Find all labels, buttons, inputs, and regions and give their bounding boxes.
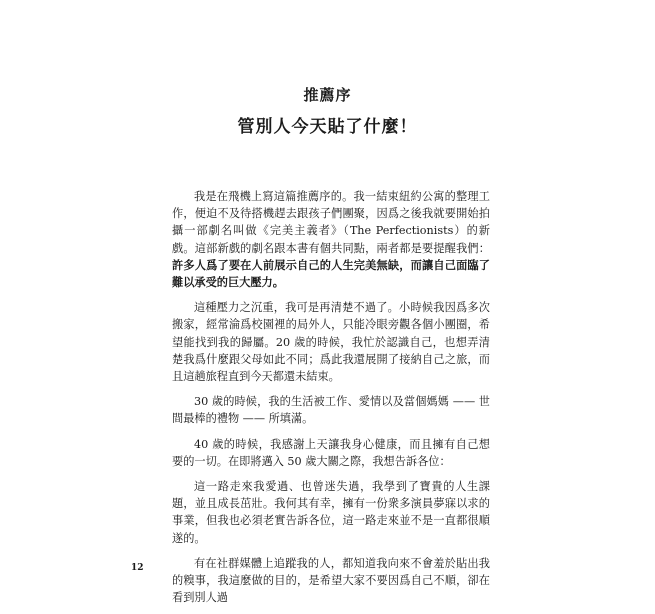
page-number: 12 [131,563,144,573]
paragraph-text: 這種壓力之沉重，我可是再清楚不過了。小時候我因爲多次搬家，經常淪爲校園裡的局外人，只能冷眼旁觀各個小團圈，希望能找到我的歸屬。20 歲的時候，我忙於認識自己，也想弄清楚我爲什麼跟父母如此不同；爲此我還展開了接納自己之旅，而且這趟旅程直到今天都還未結束。 [172,301,490,384]
paragraph-4 [172,436,490,470]
paragraph-text: 有在社群媒體上追蹤我的人，都知道我向來不會羞於貼出我的糗事，我這麼做的目的，是希望大家不要因爲自己不順，卻在看到別人過 [172,556,490,605]
paragraph-3 [172,393,490,427]
paragraph-1 [172,188,490,291]
paragraph-6 [172,555,490,607]
page-title: 管別人今天貼了什麼！ [237,117,418,137]
paragraph-text: 30 歲的時候，我的生活被工作、愛情以及當個媽媽 —— 世間最棒的禮物 —— 所填滿。 [172,395,490,426]
section-label: 推薦序 [303,86,352,104]
paragraph-2 [172,299,490,385]
paragraph-bold-text: 許多人爲了要在人前展示自己的人生完美無缺，而讓自己面臨了難以承受的巨大壓力。 [172,257,490,290]
paragraph-text: 40 歲的時候，我感謝上天讓我身心健康，而且擁有自己想要的一切。在即將邁入 50 歲大關之際，我想告訴各位： [172,437,490,468]
paragraph-5 [172,478,490,547]
paragraph-text: 這一路走來我愛過、也曾迷失過，我學到了寶貴的人生課題，並且成長茁壯。我何其有幸，擁有一份衆多演員夢寐以求的事業，但我也必須老實告訴各位，這一路走來並不是一直都很順遂的。 [172,480,490,545]
paragraph-text: 我是在飛機上寫這篇推薦序的。我一結束紐約公寓的整理工作，便迫不及待搭機趕去跟孩子們團聚，因爲之後我就要開始拍攝一部劇名叫做《完美主義者》（The Perfectionists）的新戲。這部新戲的劇名跟本書有個共同點，兩者都是要提醒我們： [172,190,490,255]
body-text [172,188,490,614]
